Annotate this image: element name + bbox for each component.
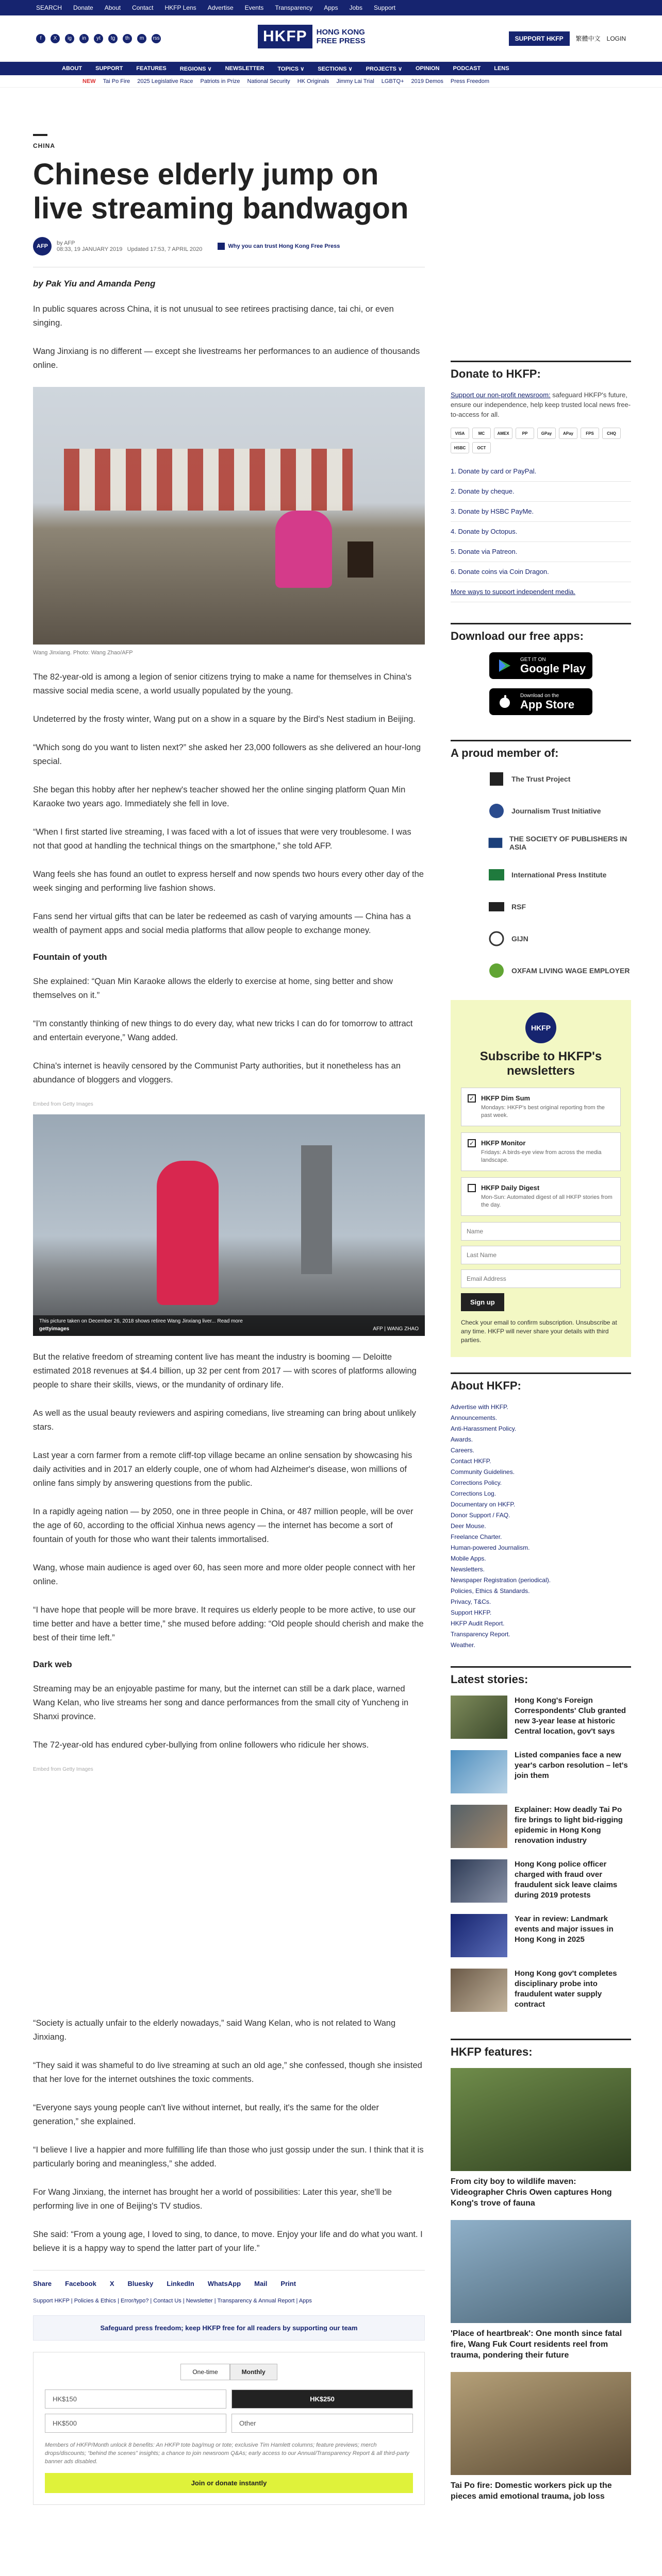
mastercard-icon: MC: [472, 428, 491, 439]
googlepay-icon: GPay: [537, 428, 556, 439]
paragraph: But the relative freedom of streaming content live has meant the industry is booming — Deloitte estimated 2018 revenues at $4.4 billion, up 32 per cent from 2017 — with scores of platforms allowing people to share their skills, views, or the mundanity of ordinary life.: [33, 1352, 417, 1389]
about-link[interactable]: Contact HKFP.: [451, 1458, 491, 1465]
logo-mark: HKFP: [258, 25, 312, 48]
newsletter-title: Subscribe to HKFP's newsletters: [479, 1049, 602, 1078]
trending-item[interactable]: Tai Po Fire: [103, 78, 130, 84]
signup-button[interactable]: Sign up: [461, 1293, 504, 1311]
topbar-donate[interactable]: Donate: [73, 4, 93, 11]
sopa-logo: [487, 833, 504, 853]
donate-option[interactable]: 5. Donate via Patreon.: [451, 542, 631, 562]
latest-story[interactable]: Listed companies face a new year's carbon resolution – let's join them: [451, 1750, 631, 1793]
oxfam-logo: [487, 961, 506, 980]
about-link[interactable]: Freelance Charter.: [451, 1533, 502, 1540]
amount-option[interactable]: HK$150: [45, 2389, 226, 2409]
about-link[interactable]: Deer Mouse.: [451, 1522, 486, 1530]
login-link[interactable]: LOGIN: [606, 35, 626, 42]
paragraph: “Society is actually unfair to the elderly nowadays,” said Wang Kelan, who is not related to Wang Jinxiang.: [33, 2019, 396, 2042]
topbar-contact[interactable]: Contact: [132, 4, 154, 11]
topbar-lens[interactable]: HKFP Lens: [164, 4, 196, 11]
frequency-toggle: [45, 2364, 413, 2380]
member-jti[interactable]: Journalism Trust Initiative: [487, 801, 631, 821]
nav-regions[interactable]: REGIONS ∨: [179, 65, 212, 72]
member-rsf[interactable]: RSF: [487, 897, 631, 917]
share-bar: [33, 2270, 425, 2287]
nav-opinion[interactable]: OPINION: [416, 65, 440, 72]
checkbox-checked[interactable]: ✓: [468, 1094, 476, 1103]
paragraph: China's internet is heavily censored by the Communist Party authorities, but it nonetheless has an abundance of bloggers and vloggers.: [33, 1061, 401, 1084]
latest-story[interactable]: Explainer: How deadly Tai Po fire brings to light bid-rigging epidemic in Hong Kong renovation industry: [451, 1805, 631, 1848]
donate-options: [451, 462, 631, 602]
nav-sections[interactable]: SECTIONS ∨: [318, 65, 353, 72]
applepay-icon: APay: [559, 428, 577, 439]
about-link[interactable]: Privacy, T&Cs.: [451, 1598, 491, 1605]
member-sopa[interactable]: THE SOCIETY OF PUBLISHERS IN ASIA: [487, 833, 631, 853]
amount-option-selected[interactable]: HK$250: [231, 2389, 413, 2409]
story-thumbnail: [451, 1914, 507, 1957]
latest-heading: Latest stories:: [451, 1666, 631, 1686]
fps-icon: FPS: [581, 428, 599, 439]
share-label: Share: [33, 2280, 52, 2287]
nav-topics[interactable]: TOPICS ∨: [277, 65, 305, 72]
trending-item[interactable]: Patriots in Prize: [200, 78, 240, 84]
updated-date: Updated 17:53, 7 APRIL 2020: [127, 246, 203, 252]
member-oxfam[interactable]: OXFAM LIVING WAGE EMPLOYER: [487, 961, 631, 980]
feature-story[interactable]: From city boy to wildlife maven: Videographer Chris Owen captures Hong Kong's trove of fauna: [451, 2068, 631, 2209]
linkedin-icon[interactable]: in: [79, 34, 89, 43]
trust-project-logo: [487, 769, 506, 789]
paragraph: Last year a corn farmer from a remote cliff-top village became an online sensation by showcasing his daily activities and in 2017 an elderly couple, one of whom had Alzheimer's disease, won millions of online fans simply by answering questions from the public.: [33, 1451, 412, 1488]
octopus-icon: OCT: [472, 442, 491, 453]
features-heading: HKFP features:: [451, 2039, 631, 2059]
story-thumbnail: [451, 1859, 507, 1903]
why-trust-label: Why you can trust Hong Kong Free Press: [228, 243, 340, 249]
paragraph: Streaming may be an enjoyable pastime for many, but the internet can still be a dark place, warned Wang Kelan, who live streams her song and dance performances from the small city of Yuncheng in Shanxi province.: [33, 1684, 409, 1721]
latest-story[interactable]: Hong Kong's Foreign Correspondents' Club granted new 3-year lease at historic Central location, gov't says: [451, 1696, 631, 1739]
policy-links[interactable]: Support HKFP | Policies & Ethics | Error/typo? | Contact Us | Newsletter | Transparency & Annual Report | Apps: [33, 2298, 312, 2304]
last-name-input[interactable]: [461, 1246, 621, 1264]
topbar-apps[interactable]: Apps: [324, 4, 338, 11]
about-link[interactable]: Community Guidelines.: [451, 1468, 515, 1476]
paragraph: She said: “From a young age, I loved to sing, to dance, to move. Enjoy your life and do what you want. I believe it is a happy way to spend the latter part of your life.”: [33, 2230, 423, 2253]
social-links: [36, 34, 161, 43]
photo-speaker: [347, 541, 373, 578]
feature-image: [451, 2220, 631, 2323]
why-trust-link[interactable]: [218, 243, 340, 250]
subheading: Dark web: [33, 1659, 72, 1669]
nav-projects[interactable]: PROJECTS ∨: [366, 65, 402, 72]
section-label[interactable]: CHINA: [33, 142, 55, 149]
apps-heading: Download our free apps:: [451, 623, 631, 643]
checkbox-checked[interactable]: ✓: [468, 1139, 476, 1147]
trending-item[interactable]: LGBTQ+: [381, 78, 404, 84]
share-linkedin[interactable]: LinkedIn: [167, 2280, 194, 2287]
newsletter-box: [451, 1000, 631, 1357]
youtube-icon[interactable]: yt: [94, 34, 103, 43]
header-actions: [509, 31, 626, 46]
about-link[interactable]: Corrections Policy.: [451, 1479, 502, 1486]
hsbc-icon: HSBC: [451, 442, 469, 453]
paragraph: “I have hope that people will be more brave. It requires us elderly people to be more active, to use our time better and have a better time,” she mused before adding: “Old people should cherish and make the best of their time left.”: [33, 1605, 424, 1642]
apple-icon: [498, 694, 512, 709]
about-link[interactable]: Transparency Report.: [451, 1631, 510, 1638]
about-link[interactable]: Donor Support / FAQ.: [451, 1512, 510, 1519]
trending-item[interactable]: 2025 Legislative Race: [137, 78, 193, 84]
paragraph: Wang feels she has found an outlet to express herself and now spends two hours every other day of the week singing and performing live fashion shows.: [33, 870, 424, 893]
share-bluesky[interactable]: Bluesky: [127, 2280, 154, 2287]
donate-option[interactable]: 6. Donate coins via Coin Dragon.: [451, 562, 631, 582]
about-link[interactable]: Newspaper Registration (periodical).: [451, 1577, 551, 1584]
visa-icon: VISA: [451, 428, 469, 439]
newsletter-option[interactable]: ✓ HKFP Monitor Fridays: A birds-eye view from across the media landscape.: [461, 1132, 621, 1171]
payment-methods: [451, 428, 631, 453]
article: [33, 134, 425, 2505]
support-button[interactable]: SUPPORT HKFP: [509, 31, 570, 46]
about-link[interactable]: Policies, Ethics & Standards.: [451, 1587, 530, 1595]
about-link[interactable]: Advertise with HKFP.: [451, 1403, 508, 1411]
topbar-events[interactable]: Events: [244, 4, 264, 11]
trending-item[interactable]: National Security: [247, 78, 290, 84]
main-nav: [0, 62, 662, 75]
latest-story[interactable]: Year in review: Landmark events and major issues in Hong Kong in 2025: [451, 1914, 631, 1957]
story-thumbnail: [451, 1750, 507, 1793]
donate-text: Support our non-profit newsroom: safeguard HKFP's future, ensure our independence, help keep trusted local news free-to-access for all.: [451, 391, 631, 418]
share-facebook[interactable]: Facebook: [65, 2280, 96, 2287]
nav-features[interactable]: FEATURES: [136, 65, 167, 72]
about-link[interactable]: HKFP Audit Report.: [451, 1620, 505, 1627]
app-store-badge[interactable]: Download on the App Store: [489, 688, 592, 715]
paragraph: Fans send her virtual gifts that can be later be redeemed as cash of varying amounts — China has a wealth of payment apps and social media platforms that allow people to exchange money.: [33, 912, 411, 935]
feature-image: [451, 2068, 631, 2171]
donation-box: [33, 2352, 425, 2505]
email-input[interactable]: [461, 1269, 621, 1288]
member-ipi[interactable]: International Press Institute: [487, 865, 631, 885]
article-meta: [33, 237, 425, 256]
newsletter-option[interactable]: ✓ HKFP Dim Sum Mondays: HKFP's best original reporting from the past week.: [461, 1088, 621, 1126]
share-print[interactable]: Print: [280, 2280, 296, 2287]
paragraph: Wang Jinxiang is no different — except she livestreams her performances to an audience of thousands online.: [33, 347, 420, 370]
story-thumbnail: [451, 1969, 507, 2012]
rsf-logo: [487, 897, 506, 917]
paragraph: “When I first started live streaming, I was faced with a lot of issues that were very troublesome. I was not that good at handling the technical things on the smartphone,” she told AFP.: [33, 827, 411, 851]
instagram-icon[interactable]: ig: [65, 34, 74, 43]
topbar-search[interactable]: SEARCH: [36, 4, 62, 11]
language-switch[interactable]: 繁體中文: [575, 35, 601, 42]
about-link[interactable]: Anti-Harassment Policy.: [451, 1425, 517, 1432]
more-ways-link[interactable]: More ways to support independent media.: [451, 582, 631, 602]
about-link[interactable]: Documentary on HKFP.: [451, 1501, 516, 1508]
photo-figure: [275, 511, 332, 588]
about-heading: About HKFP:: [451, 1372, 631, 1393]
logo-wordmark: HONG KONG FREE PRESS: [316, 28, 366, 45]
donate-option[interactable]: 4. Donate by Octopus.: [451, 522, 631, 542]
embed-placeholder: [33, 1780, 425, 2016]
gijn-logo: [487, 929, 506, 948]
about-links: [451, 1402, 631, 1651]
google-play-badge[interactable]: GET IT ON Google Play: [489, 652, 592, 679]
feature-image: [451, 2372, 631, 2475]
mastodon-icon[interactable]: m: [137, 34, 146, 43]
byline: by Pak Yiu and Amanda Peng: [33, 279, 156, 289]
photo-caption: Wang Jinxiang. Photo: Wang Zhao/AFP: [33, 650, 133, 656]
rss-icon[interactable]: rss: [152, 34, 161, 43]
about-link[interactable]: Awards.: [451, 1436, 473, 1443]
embed-label: Embed from Getty Images: [33, 1767, 93, 1772]
donate-heading: Donate to HKFP:: [451, 361, 631, 381]
share-x[interactable]: X: [109, 2280, 114, 2287]
photo-tower: [301, 1145, 332, 1274]
cheque-icon: CHQ: [602, 428, 621, 439]
about-link[interactable]: Newsletters.: [451, 1566, 485, 1573]
facebook-icon[interactable]: f: [36, 34, 45, 43]
freq-one-time[interactable]: One-time: [180, 2364, 229, 2380]
paragraph: “I'm constantly thinking of new things to do every day, what new tricks I can do for tomorrow to attract and entertain everyone,” Wang added.: [33, 1019, 413, 1042]
checkbox-unchecked[interactable]: [468, 1184, 476, 1192]
about-link[interactable]: Careers.: [451, 1447, 475, 1454]
trending-item[interactable]: HK Originals: [297, 78, 329, 84]
feature-story[interactable]: Tai Po fire: Domestic workers pick up the pieces amid emotional trauma, job loss: [451, 2372, 631, 2502]
nav-newsletter[interactable]: NEWSLETTER: [225, 65, 264, 72]
name-input[interactable]: [461, 1222, 621, 1241]
amount-option-other[interactable]: Other: [231, 2414, 413, 2433]
amex-icon: AMEX: [494, 428, 512, 439]
paragraph: She began this hobby after her nephew's teacher showed her the online singing platform Quan Min Karaoke two years ago. Immediately she fell in love.: [33, 785, 406, 808]
about-link[interactable]: Corrections Log.: [451, 1490, 496, 1497]
topbar-about[interactable]: About: [104, 4, 121, 11]
about-link[interactable]: Announcements.: [451, 1414, 498, 1421]
paragraph: She explained: “Quan Min Karaoke allows the elderly to exercise at home, sing better and show themselves on it.”: [33, 977, 393, 1000]
trending-item[interactable]: Jimmy Lai Trial: [336, 78, 374, 84]
nav-support[interactable]: SUPPORT: [95, 65, 123, 72]
topbar-advertise[interactable]: Advertise: [207, 4, 234, 11]
nav-lens[interactable]: LENS: [494, 65, 509, 72]
donate-option[interactable]: 1. Donate by card or PayPal.: [451, 462, 631, 482]
paragraph: The 82-year-old is among a legion of senior citizens trying to make a name for themselves in China's massive social media scene, a world usually populated by the young.: [33, 672, 412, 696]
section-rule: [33, 134, 47, 136]
getty-caption-bar: [33, 1315, 425, 1336]
member-gijn[interactable]: GIJN: [487, 929, 631, 948]
nav-about[interactable]: ABOUT: [62, 65, 82, 72]
join-button[interactable]: Join or donate instantly: [45, 2473, 413, 2493]
paragraph: For Wang Jinxiang, the internet has brought her a world of possibilities: Later this year, she'll be performing live in one of Beijing's TV studios.: [33, 2188, 392, 2211]
photo-building: [64, 449, 353, 511]
jti-logo: [487, 801, 506, 821]
topbar-support[interactable]: Support: [373, 4, 395, 11]
paragraph: Wang, whose main audience is aged over 60, has seen more and more older people connect with her online.: [33, 1563, 416, 1586]
story-thumbnail: [451, 1696, 507, 1739]
about-link[interactable]: Support HKFP.: [451, 1609, 492, 1616]
paragraph: Undeterred by the frosty winter, Wang put on a show in a square by the Bird's Nest stadium in Beijing.: [33, 715, 416, 724]
top-bar: [0, 0, 662, 15]
getty-caption[interactable]: This picture taken on December 26, 2018 shows retiree Wang Jinxiang liver... Read more: [39, 1318, 243, 1324]
amount-option[interactable]: HK$500: [45, 2414, 226, 2433]
sidebar: [451, 361, 631, 2513]
article-photo[interactable]: [33, 387, 425, 645]
about-link[interactable]: Weather.: [451, 1641, 475, 1649]
trust-icon: [218, 243, 225, 250]
share-whatsapp[interactable]: WhatsApp: [207, 2280, 241, 2287]
paragraph: In public squares across China, it is not unusual to see retirees practising dance, tai chi, or even singing.: [33, 304, 394, 328]
telegram-icon[interactable]: tg: [108, 34, 118, 43]
latest-story[interactable]: Hong Kong gov't completes disciplinary probe into fraudulent water supply contract: [451, 1969, 631, 2012]
freq-monthly[interactable]: Monthly: [230, 2364, 277, 2380]
publish-date: 08:33, 19 JANUARY 2019: [57, 246, 123, 252]
play-store-icon: [498, 658, 512, 673]
press-freedom-banner[interactable]: Safeguard press freedom; keep HKFP free for all readers by supporting our team: [33, 2315, 425, 2341]
newsletter-badge: HKFP: [525, 1012, 556, 1043]
site-header: [0, 15, 662, 62]
paragraph: “I believe I live a happier and more fulfilling life than those who just gossip under the sun. I think that it is particularly boring and meaningless,” she added.: [33, 2145, 424, 2168]
donate-text-link[interactable]: Support our non-profit newsroom:: [451, 391, 551, 399]
subheading: Fountain of youth: [33, 952, 107, 962]
site-logo[interactable]: [258, 25, 366, 48]
paragraph: “They said it was shameful to do live streaming at such an old age,” she confessed, though she insisted that her love for the internet outshines the toxic comments.: [33, 2061, 422, 2084]
donate-option[interactable]: 2. Donate by cheque.: [451, 482, 631, 502]
getty-credit: AFP | WANG ZHAO: [373, 1326, 419, 1332]
paragraph: “Everyone says young people can't live without internet, but really, it's the same for the older generation,” she explained.: [33, 2103, 379, 2126]
paragraph: “Which song do you want to listen next?” she asked her 23,000 followers as she delivered an hour-long special.: [33, 743, 421, 766]
ipi-logo: [487, 865, 506, 885]
photo-figure: [157, 1161, 219, 1305]
trending-badge: NEW: [82, 78, 96, 84]
article-title: Chinese elderly jump on live streaming bandwagon: [33, 158, 409, 225]
newsletter-note: Check your email to confirm subscription. Unsubscribe at any time. HKFP will never share your details with third parties.: [461, 1319, 617, 1344]
author-name[interactable]: by AFP: [57, 240, 75, 246]
embed-label: Embed from Getty Images: [33, 1101, 93, 1107]
feature-story[interactable]: 'Place of heartbreak': One month since fatal fire, Wang Fuk Court residents reel from trauma, pondering their future: [451, 2220, 631, 2361]
share-mail[interactable]: Mail: [254, 2280, 268, 2287]
about-link[interactable]: Human-powered Journalism.: [451, 1544, 530, 1551]
author-avatar: AFP: [33, 237, 52, 256]
latest-story[interactable]: Hong Kong police officer charged with fraud over fraudulent sick leave claims during 2019 protests: [451, 1859, 631, 1903]
trending-item[interactable]: 2019 Demos: [411, 78, 443, 84]
donate-option[interactable]: 3. Donate by HSBC PayMe.: [451, 502, 631, 522]
getty-embed-photo[interactable]: [33, 1114, 425, 1336]
trending-bar: [0, 75, 662, 88]
x-icon[interactable]: X: [51, 34, 60, 43]
paragraph: As well as the usual beauty reviewers and aspiring comedians, live streaming can bring about unlikely stars.: [33, 1409, 416, 1432]
membership-description: Members of HKFP/Month unlock 8 benefits: An HKFP tote bag/mug or tote; exclusive Tim Hamlett columns; feature previews; merch drops/discounts; “behind the scenes” insights; a chance to join newsroom Q&As; early access to our Annual/Transparency Report & all third-party banner ads disabled.: [45, 2442, 409, 2465]
paragraph: In a rapidly ageing nation — by 2050, one in three people in China, or 487 million people, will be over the age of 60, according to the official Xinhua news agency — the internet has become a sort of fountain of youth for those who want their talents immortalised.: [33, 1507, 413, 1544]
topbar-jobs[interactable]: Jobs: [349, 4, 362, 11]
amount-options: [45, 2389, 413, 2433]
member-trust-project[interactable]: The Trust Project: [487, 769, 631, 789]
getty-logo[interactable]: gettyimages: [39, 1326, 70, 1332]
topbar-transparency[interactable]: Transparency: [275, 4, 313, 11]
about-link[interactable]: Mobile Apps.: [451, 1555, 486, 1562]
threads-icon[interactable]: th: [123, 34, 132, 43]
newsletter-option[interactable]: HKFP Daily Digest Mon-Sun: Automated digest of all HKFP stories from the day.: [461, 1177, 621, 1216]
nav-podcast[interactable]: PODCAST: [453, 65, 481, 72]
paragraph: The 72-year-old has endured cyber-bullying from online followers who ridicule her shows.: [33, 1740, 369, 1750]
story-thumbnail: [451, 1805, 507, 1848]
trending-item[interactable]: Press Freedom: [450, 78, 490, 84]
paypal-icon: PP: [516, 428, 534, 439]
members-heading: A proud member of:: [451, 740, 631, 760]
